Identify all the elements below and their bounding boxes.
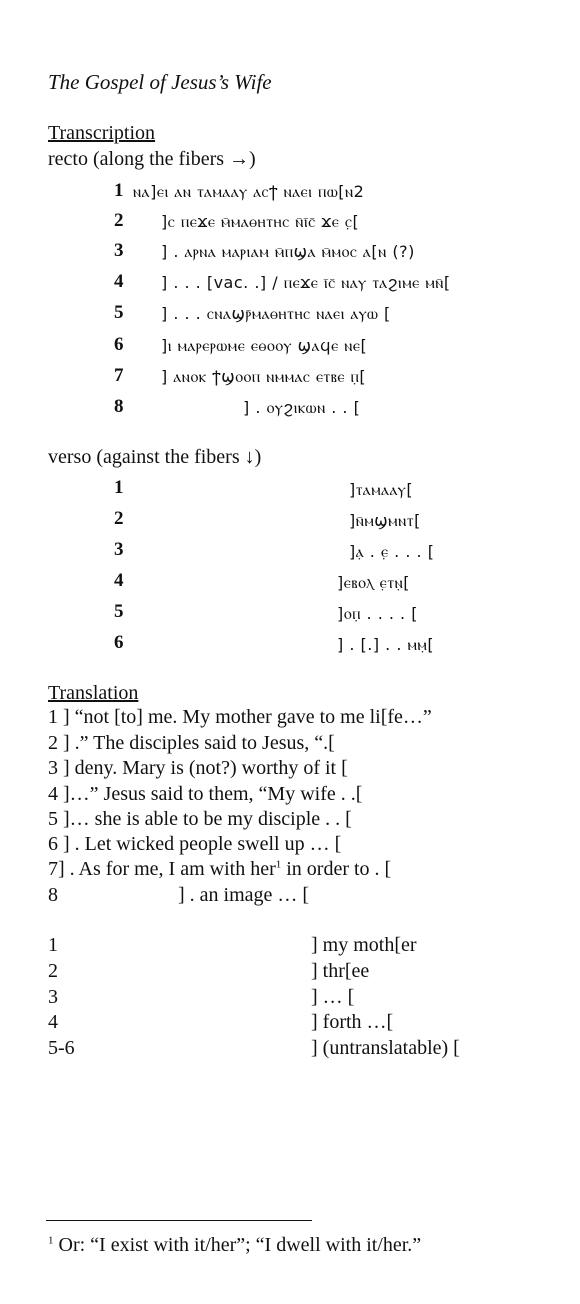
document-title: The Gospel of Jesus’s Wife <box>48 70 272 94</box>
line-number: 6 <box>114 632 124 653</box>
line-number: 4 <box>48 1011 58 1033</box>
line-number: 3 <box>48 986 58 1008</box>
line-number: 7 <box>114 365 124 386</box>
coptic-line: ] . ⲁⲣⲛⲁ ⲙⲁⲣⲓⲁⲙ ⲙ̄ⲡϣⲁ ⲙ̄ⲙⲟⲥ ⲁ[ⲛ (?) <box>161 242 415 261</box>
line-number: 3 <box>114 240 124 261</box>
coptic-line: ] . ⲟⲩϩⲓⲕⲱⲛ . . [ <box>243 398 361 417</box>
coptic-line: ] . [.] . . ⲙⲙ̣[ <box>337 635 435 654</box>
line-number: 5 <box>114 302 124 323</box>
translation-line: 6 ] . Let wicked people swell up … [ <box>48 833 342 855</box>
line-number: 4 <box>114 570 124 591</box>
translation-line: 1 ] “not [to] me. My mother gave to me li[fe…” <box>48 706 432 728</box>
footnote-rule <box>46 1220 312 1221</box>
line-number: 6 <box>114 334 124 355</box>
translation-line: ] . an image … [ <box>178 884 310 906</box>
line-number: 8 <box>114 396 124 417</box>
line-number: 2 <box>48 960 58 982</box>
line-number: 5-6 <box>48 1037 75 1059</box>
translation-line: ] (untranslatable) [ <box>311 1037 460 1059</box>
translation-line-text: 7] . As for me, I am with her <box>48 858 276 880</box>
footnote <box>48 1234 421 1257</box>
line-number: 1 <box>114 477 124 498</box>
translation-line: ] my moth[er <box>311 934 417 956</box>
line-number: 1 <box>48 934 58 956</box>
coptic-line: ] ⲁⲛⲟⲕ ϯϣⲟⲟⲡ ⲛⲙⲙⲁⲥ ⲉⲧⲃⲉ ⲡ̣[ <box>161 367 367 386</box>
translation-line-tail: in order to . [ <box>281 858 392 880</box>
translation-line: 2 ] .” The disciples said to Jesus, “.[ <box>48 732 335 754</box>
line-number: 3 <box>114 539 124 560</box>
footnote-text: Or: “I exist with it/her”; “I dwell with it/her.” <box>53 1234 422 1256</box>
line-number: 8 <box>48 884 58 906</box>
coptic-line: ]ⲛ̄ⲙϣⲙⲛⲧ[ <box>349 511 421 530</box>
recto-label: recto (along the fibers →) <box>48 148 256 170</box>
line-number: 5 <box>114 601 124 622</box>
footnote-number: 1 <box>48 1234 54 1247</box>
line-number: 2 <box>114 508 124 529</box>
line-number: 4 <box>114 271 124 292</box>
coptic-line: ]ⲓ ⲙⲁⲣⲉⲣⲱⲙⲉ ⲉⲑⲟⲟⲩ ϣⲁϥⲉ ⲛⲉ[ <box>161 336 368 355</box>
coptic-line: ] . . . [vac. .] / ⲡⲉϫⲉ ⲓ̄ⲥ̄ ⲛⲁⲩ ⲧⲁϩⲓⲙⲉ ⲙⲛ̄[ <box>161 273 451 292</box>
coptic-line: ]ⲁ̣ . ⲉ̣ . . . [ <box>349 542 435 561</box>
transcription-heading: Transcription <box>48 122 156 144</box>
coptic-line: ]ⲟⲡ̣ . . . . [ <box>337 604 418 623</box>
coptic-line: ]ⲥ ⲡⲉϫⲉ ⲙ̄ⲙⲁⲑⲏⲧⲏⲥ ⲛ̄ⲓ̄ⲥ̄ ϫⲉ ⲥ̣[ <box>161 212 360 231</box>
line-number: 1 <box>114 180 124 201</box>
translation-line: ] thr[ee <box>311 960 370 982</box>
translation-line: ] … [ <box>311 986 355 1008</box>
translation-line: ] forth …[ <box>311 1011 394 1033</box>
coptic-line: ⲛⲁ]ⲉⲓ ⲁⲛ ⲧⲁⲙⲁⲁⲩ ⲁⲥϯ ⲛⲁⲉⲓ ⲡⲱ[ⲛ2 <box>133 182 365 201</box>
translation-line: 3 ] deny. Mary is (not?) worthy of it [ <box>48 757 348 779</box>
coptic-line: ] . . . ⲥⲛⲁϣⲣ̄ⲙⲁⲑⲏⲧⲏⲥ ⲛⲁⲉⲓ ⲁⲩⲱ [ <box>161 304 391 323</box>
verso-label: verso (against the fibers ↓) <box>48 446 262 468</box>
footnote-marker: 1 <box>275 858 282 871</box>
coptic-line: ]ⲧⲁⲙⲁⲁⲩ[ <box>349 480 414 499</box>
translation-line-7 <box>48 858 391 881</box>
translation-line: 4 ]…” Jesus said to them, “My wife . .[ <box>48 783 363 805</box>
coptic-line: ]ⲉⲃⲟⲗ ⲉ̣ⲧⲛ̣[ <box>337 573 411 592</box>
translation-heading: Translation <box>48 682 139 704</box>
translation-line: 5 ]… she is able to be my disciple . . [ <box>48 808 352 830</box>
line-number: 2 <box>114 210 124 231</box>
